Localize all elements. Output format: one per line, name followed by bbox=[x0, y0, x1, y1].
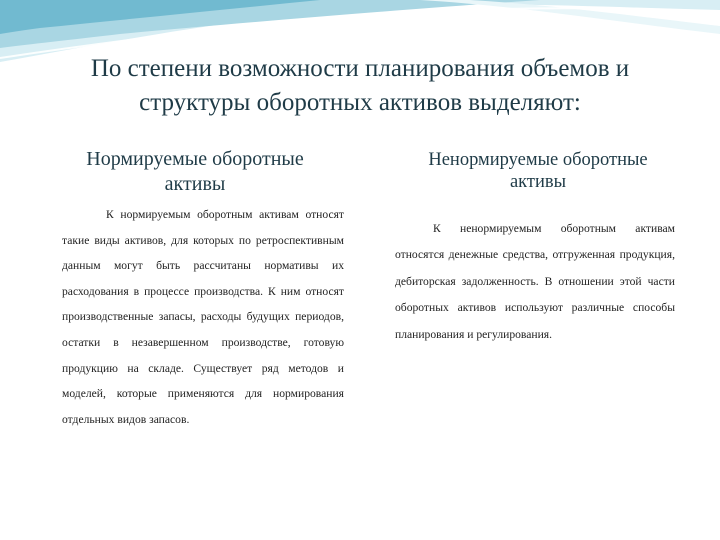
right-column-heading bbox=[378, 149, 698, 193]
slide-title-line-2: структуры оборотных активов выделяют: bbox=[139, 89, 581, 116]
left-column-body: К нормируемым оборотным активам относят такие виды активов, для которых по ретроспективным данным могут быть рассчитаны нормативы их расходования в процессе производства. К ним относят производственные запасы, расходы будущих периодов, остатки в незавершенном производстве, готовую продукцию на складе. Существует ряд методов и моделей, которые применяются для нормирования отдельных видов запасов. bbox=[62, 208, 344, 426]
right-heading-line-2: активы bbox=[509, 172, 567, 192]
left-column-heading bbox=[40, 147, 350, 197]
right-column-body: К ненормируемым оборотным активам относятся денежные средства, отгруженная продукция, дебиторская задолженность. В отношении этой части оборотных активов используют различные способы планирования и регулирования. bbox=[395, 222, 675, 341]
left-heading-line-1: Нормируемые оборотные bbox=[86, 148, 304, 170]
right-heading-line-1: Ненормируемые оборотные bbox=[428, 150, 648, 170]
slide-title-line-1: По степени возможности планирования объемов и bbox=[90, 55, 630, 82]
left-heading-line-2: активы bbox=[164, 173, 226, 195]
slide-title bbox=[30, 52, 690, 120]
